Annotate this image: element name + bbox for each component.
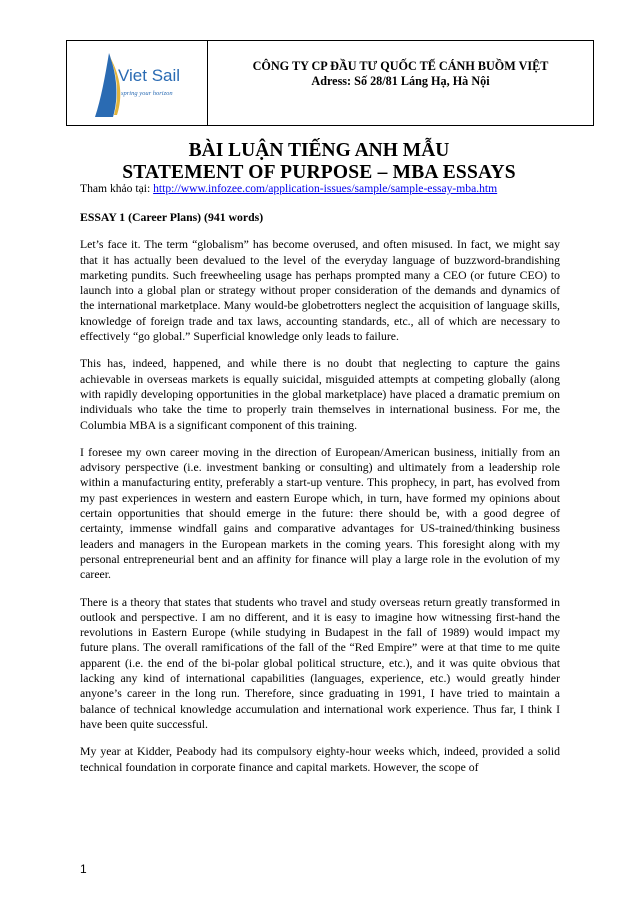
essay-paragraph-4: There is a theory that states that students who travel and study overseas return greatly transformed in outlook and perspective. I am no different, and it is easy to imagine how witnessing first-hand the revolutions in Eastern Europe (while studying in Budapest in the fall of 1989) would impact my future plans. The overall ramifications of the fall of the “Red Empire” were at that time to me quite apparent (i.e. the end of the bi-polar global political structure, etc.), and it was quite obvious that lacking any kind of international capabilities (languages, experience, etc.) would greatly hinder anyone’s career in the long run. Therefore, since graduating in 1991, I have tried to maintain a balance of technical knowledge accumulation and international work experience. Thus far, I think I have been quite successful. <box>80 595 560 731</box>
page-number: 1 <box>80 862 87 876</box>
essay-heading: ESSAY 1 (Career Plans) (941 words) <box>80 211 264 224</box>
company-info <box>208 41 593 125</box>
reference-line <box>80 182 497 196</box>
viet-sail-logo <box>83 47 193 121</box>
reference-label: Tham khảo tại: <box>80 182 154 195</box>
letterhead <box>66 40 594 126</box>
essay-body <box>80 210 560 787</box>
essay-paragraph-5: My year at Kidder, Peabody had its compulsory eighty-hour weeks which, indeed, provided a solid technical foundation in corporate finance and capital markets. However, the scope of <box>80 745 560 774</box>
document-title <box>66 140 572 184</box>
logo-cell <box>67 41 208 125</box>
company-name: CÔNG TY CP ĐẦU TƯ QUỐC TẾ CÁNH BUỒM VIỆT <box>252 59 549 73</box>
logo-tagline: spring your horizon <box>121 90 173 97</box>
reference-link[interactable]: http://www.infozee.com/application-issues/sample/sample-essay-mba.htm <box>153 182 498 195</box>
essay-paragraph-3: I foresee my own career moving in the direction of European/American business, initially from an advisory perspective (i.e. investment banking or consulting) and ultimately from a leadership role within a manufacturing entity, preferably a start-up venture. This prophecy, in part, has evolved from my past experiences in western and eastern Europe which, in turn, have formed my opinions about certain opportunities that should emerge in the future: there should be, with a good degree of certainty, immense windfall gains and comparative advantages for US-trained/thinking business leaders and managers in the European markets in the coming years. This foresight along with my personal entrepreneurial bent and an affinity for finance will play a large role in the evolution of my career. <box>80 445 560 582</box>
logo-text: Viet Sail <box>118 66 181 85</box>
essay-paragraph-2: This has, indeed, happened, and while there is no doubt that neglecting to capture the gains achievable in overseas markets is equally suicidal, misguided attempts at competing globally (along with rapidly developing opportunities in the global marketplace) have placed a dramatic premium on individuals who take the time to properly train themselves in international business. For me, the Columbia MBA is a significant component of this training. <box>80 357 560 432</box>
company-address: Adress: Số 28/81 Láng Hạ, Hà Nội <box>311 74 490 88</box>
title-line-1: BÀI LUẬN TIẾNG ANH MẪU <box>188 140 450 161</box>
title-line-2: STATEMENT OF PURPOSE – MBA ESSAYS <box>122 162 516 183</box>
essay-paragraph-1: Let’s face it. The term “globalism” has become overused, and often misused. In fact, we might say that it has actually been devalued to the level of the everyday language of buzzword-brandishing marketing pundits. Such freewheeling usage has perhaps prompted many a CEO (or future CEO) to launch into a global plan or strategy without proper consideration of the demands and dynamics of the international marketplace. Many would-be globetrotters neglect the acquisition of language skills, knowledge of foreign trade and tax laws, accounting standards, etc., all of which are necessary to effectively “go global.” Superficial knowledge only leads to failure. <box>80 238 560 344</box>
